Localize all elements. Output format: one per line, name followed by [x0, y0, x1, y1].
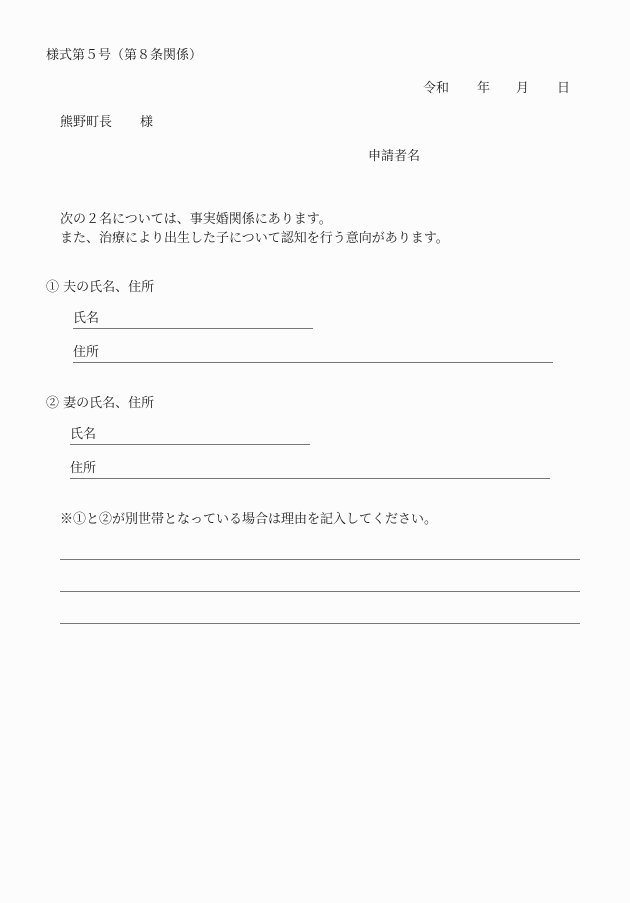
- addressee-honorific: 様: [140, 115, 154, 130]
- wife-address-field[interactable]: [70, 460, 550, 479]
- husband-name-input[interactable]: [107, 311, 309, 328]
- husband-heading: ① 夫の氏名、住所: [46, 280, 155, 295]
- statement-line-2: また、治療により出生した子について認知を行う意向があります。: [60, 231, 449, 246]
- form-number: 様式第５号（第８条関係）: [46, 48, 203, 63]
- wife-address-label: 住所: [70, 461, 97, 476]
- date-day-label: 日: [557, 81, 571, 96]
- date-era: 令和: [423, 81, 450, 96]
- reason-line-2[interactable]: [60, 573, 580, 592]
- wife-heading: ② 妻の氏名、住所: [46, 396, 155, 411]
- wife-name-field[interactable]: [70, 426, 310, 445]
- husband-address-field[interactable]: [73, 344, 553, 363]
- reason-input-2[interactable]: [60, 573, 580, 590]
- husband-name-label: 氏名: [73, 311, 100, 326]
- reason-input-1[interactable]: [60, 541, 580, 558]
- husband-name-field[interactable]: [73, 310, 313, 329]
- date-month-label: 月: [516, 81, 530, 96]
- addressee-name: 熊野町長: [60, 115, 113, 130]
- statement-line-1: 次の２名については、事実婚関係にあります。: [60, 212, 332, 227]
- date-year-label: 年: [477, 81, 491, 96]
- separate-household-note: ※①と②が別世帯となっている場合は理由を記入してください。: [60, 512, 438, 527]
- wife-address-input[interactable]: [104, 461, 546, 478]
- wife-name-input[interactable]: [104, 427, 306, 444]
- reason-input-3[interactable]: [60, 605, 580, 622]
- husband-address-label: 住所: [73, 345, 100, 360]
- reason-line-1[interactable]: [60, 541, 580, 560]
- applicant-label: 申請者名: [368, 149, 421, 164]
- husband-address-input[interactable]: [107, 345, 549, 362]
- reason-line-3[interactable]: [60, 605, 580, 624]
- wife-name-label: 氏名: [70, 427, 97, 442]
